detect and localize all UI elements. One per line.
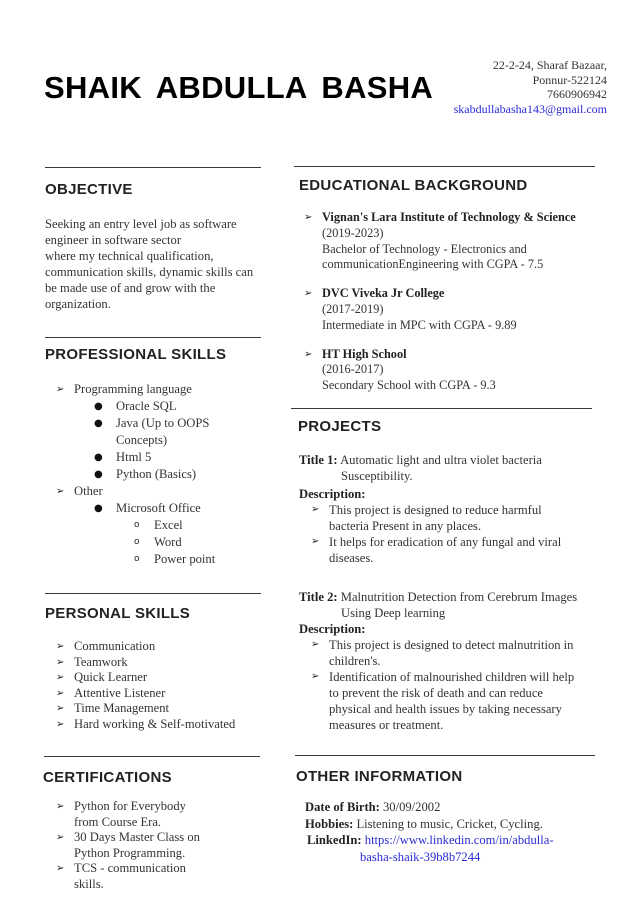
divider [45, 337, 261, 338]
skill-group-label: Other [74, 484, 103, 498]
divider [45, 167, 261, 168]
bullet-icon: ● [94, 401, 103, 412]
project-1 [299, 452, 614, 566]
skill-subitem: Word [154, 535, 182, 549]
hobbies-label: Hobbies: [305, 816, 354, 831]
arrow-bullet-icon: ➢ [56, 863, 65, 874]
divider [44, 756, 260, 757]
bullet-icon: ● [94, 418, 103, 429]
certifications-list [56, 799, 200, 892]
list-item [94, 415, 215, 449]
project-title-cont: Using Deep learning [341, 606, 446, 620]
description-line: children's. [329, 654, 381, 668]
list-item [134, 534, 215, 551]
email-link[interactable]: skabdullabasha143@gmail.com [453, 101, 607, 116]
other-info-block [305, 799, 554, 865]
description-line: to prevent the risk of death and can reduce [329, 686, 544, 700]
circle-bullet-icon: o [134, 554, 140, 564]
objective-line: be made use of and grow with the [45, 281, 216, 295]
professional-skills-heading: PROFESSIONAL SKILLS [45, 346, 227, 363]
skill-item: Java (Up to OOPS [116, 416, 210, 430]
school-name: HT High School [322, 346, 407, 361]
divider [295, 755, 595, 756]
arrow-bullet-icon: ➢ [304, 348, 313, 360]
list-item [134, 517, 215, 534]
address-line-2: Ponnur-522124 [532, 72, 607, 87]
hobbies-value: Listening to music, Cricket, Cycling. [356, 816, 543, 831]
cert-line: skills. [74, 876, 104, 891]
personal-skills-list [56, 639, 235, 732]
description-line: measures or treatment. [329, 718, 444, 732]
cert-line: TCS - communication [74, 861, 186, 875]
skill-item: Python (Basics) [116, 467, 197, 481]
arrow-bullet-icon: ➢ [56, 703, 65, 714]
school-detail: Secondary School with CGPA - 9.3 [322, 378, 496, 393]
list-item [56, 861, 200, 892]
personal-skills-heading: PERSONAL SKILLS [45, 605, 191, 622]
school-years: (2019-2023) [322, 225, 384, 240]
list-item [56, 686, 235, 702]
list-item [94, 449, 215, 466]
list-item [311, 669, 619, 733]
objective-heading: OBJECTIVE [45, 181, 133, 198]
linkedin-label: LinkedIn: [307, 833, 362, 847]
description-line: Identification of malnourished children will help [329, 670, 575, 684]
description-line: It helps for eradication of any fungal and viral [329, 535, 562, 549]
list-item [56, 799, 200, 830]
objective-line: where my technical qualification, [45, 249, 214, 263]
education-list [304, 210, 576, 394]
arrow-bullet-icon: ➢ [56, 832, 65, 843]
arrow-bullet-icon: ➢ [56, 718, 65, 730]
school-detail: Bachelor of Technology - Electronics and [322, 241, 527, 256]
arrow-bullet-icon: ➢ [56, 656, 65, 668]
project-title-label: Title 2: [299, 590, 338, 604]
divider [294, 166, 595, 167]
list-item [56, 670, 235, 686]
list-item [94, 466, 215, 483]
school-detail: Intermediate in MPC with CGPA - 9.89 [322, 317, 517, 332]
skill-group-label: Programming language [74, 382, 192, 396]
professional-skills-list [56, 381, 215, 568]
description-line: bacteria Present in any places. [329, 519, 482, 533]
skill-item: Hard working & Self-motivated [74, 716, 236, 731]
project-title-cont: Susceptibility. [341, 469, 413, 483]
skill-item: Time Management [74, 701, 170, 715]
skill-item: Teamwork [74, 654, 128, 669]
skill-item: Attentive Listener [74, 685, 166, 700]
list-item [56, 483, 215, 500]
arrow-bullet-icon: ➢ [56, 672, 65, 683]
list-item [56, 701, 235, 717]
arrow-bullet-icon: ➢ [311, 504, 320, 515]
project-title-label: Title 1: [299, 453, 338, 467]
project-2 [299, 589, 619, 733]
arrow-bullet-icon: ➢ [56, 486, 65, 497]
list-item [134, 551, 215, 568]
linkedin-link-cont[interactable]: basha-shaik-39b8b7244 [360, 849, 481, 864]
description-line: physical and health issues by taking necessary [329, 702, 562, 716]
school-name: Vignan's Lara Institute of Technology & Science [322, 210, 576, 224]
list-item [311, 637, 619, 669]
circle-bullet-icon: o [134, 520, 140, 530]
objective-line: engineer in software sector [45, 233, 182, 247]
education-heading: EDUCATIONAL BACKGROUND [299, 177, 528, 194]
list-item [56, 717, 235, 733]
education-entry [304, 286, 576, 333]
cert-line: from Course Era. [74, 814, 162, 829]
school-detail: communicationEngineering with CGPA - 7.5 [322, 257, 544, 272]
arrow-bullet-icon: ➢ [56, 641, 65, 652]
project-title: Automatic light and ultra violet bacteria [340, 453, 542, 467]
arrow-bullet-icon: ➢ [56, 384, 65, 395]
skill-item: Quick Learner [74, 670, 148, 684]
phone-number: 7660906942 [547, 87, 607, 101]
arrow-bullet-icon: ➢ [304, 212, 313, 223]
school-years: (2017-2019) [322, 301, 384, 316]
list-item [94, 500, 215, 517]
skill-item: Communication [74, 639, 156, 653]
dob-value: 30/09/2002 [383, 800, 441, 814]
arrow-bullet-icon: ➢ [56, 801, 65, 812]
list-item [56, 830, 200, 861]
projects-heading: PROJECTS [298, 418, 382, 435]
arrow-bullet-icon: ➢ [304, 288, 313, 300]
description-line: diseases. [329, 551, 374, 565]
skill-subitem: Excel [154, 518, 183, 532]
certifications-heading: CERTIFICATIONS [43, 769, 172, 786]
list-item [56, 381, 215, 398]
bullet-icon: ● [94, 452, 103, 463]
description-label: Description: [299, 487, 366, 501]
arrow-bullet-icon: ➢ [311, 671, 320, 682]
list-item [94, 398, 215, 415]
arrow-bullet-icon: ➢ [56, 687, 65, 699]
contact-block [454, 58, 607, 116]
cert-line: 30 Days Master Class on [74, 830, 200, 844]
education-entry [304, 210, 576, 273]
dob-label: Date of Birth: [305, 800, 380, 814]
divider [45, 593, 261, 594]
linkedin-link[interactable]: https://www.linkedin.com/in/abdulla- [364, 833, 554, 847]
arrow-bullet-icon: ➢ [311, 536, 320, 547]
other-info-heading: OTHER INFORMATION [296, 768, 463, 785]
bullet-icon: ● [94, 503, 103, 514]
list-item [56, 655, 235, 671]
description-line: This project is designed to reduce harmful [329, 503, 542, 517]
cert-line: Python Programming. [74, 845, 186, 860]
skill-item: Concepts) [116, 433, 168, 447]
list-item [311, 502, 614, 534]
divider [291, 408, 592, 409]
address-line-1: 22-2-24, Sharaf Bazaar, [492, 58, 607, 72]
list-item [56, 639, 235, 655]
school-years: (2016-2017) [322, 362, 384, 377]
objective-line: communication skills, dynamic skills can [45, 265, 254, 279]
education-entry [304, 347, 576, 394]
candidate-name: SHAIK ABDULLA BASHA [44, 70, 434, 105]
objective-text [45, 216, 270, 312]
bullet-icon: ● [94, 469, 103, 480]
objective-line: organization. [45, 297, 111, 311]
arrow-bullet-icon: ➢ [311, 639, 320, 650]
objective-line: Seeking an entry level job as software [45, 217, 237, 231]
description-line: This project is designed to detect malnutrition in [329, 638, 574, 652]
description-label: Description: [299, 622, 366, 636]
list-item [311, 534, 614, 566]
project-title: Malnutrition Detection from Cerebrum Images [340, 590, 578, 604]
skill-item: Oracle SQL [116, 399, 177, 413]
skill-item: Microsoft Office [116, 501, 201, 515]
cert-line: Python for Everybody [74, 799, 186, 813]
skill-subitem: Power point [154, 552, 216, 566]
circle-bullet-icon: o [134, 537, 140, 547]
skill-item: Html 5 [116, 450, 152, 464]
school-name: DVC Viveka Jr College [322, 286, 445, 301]
